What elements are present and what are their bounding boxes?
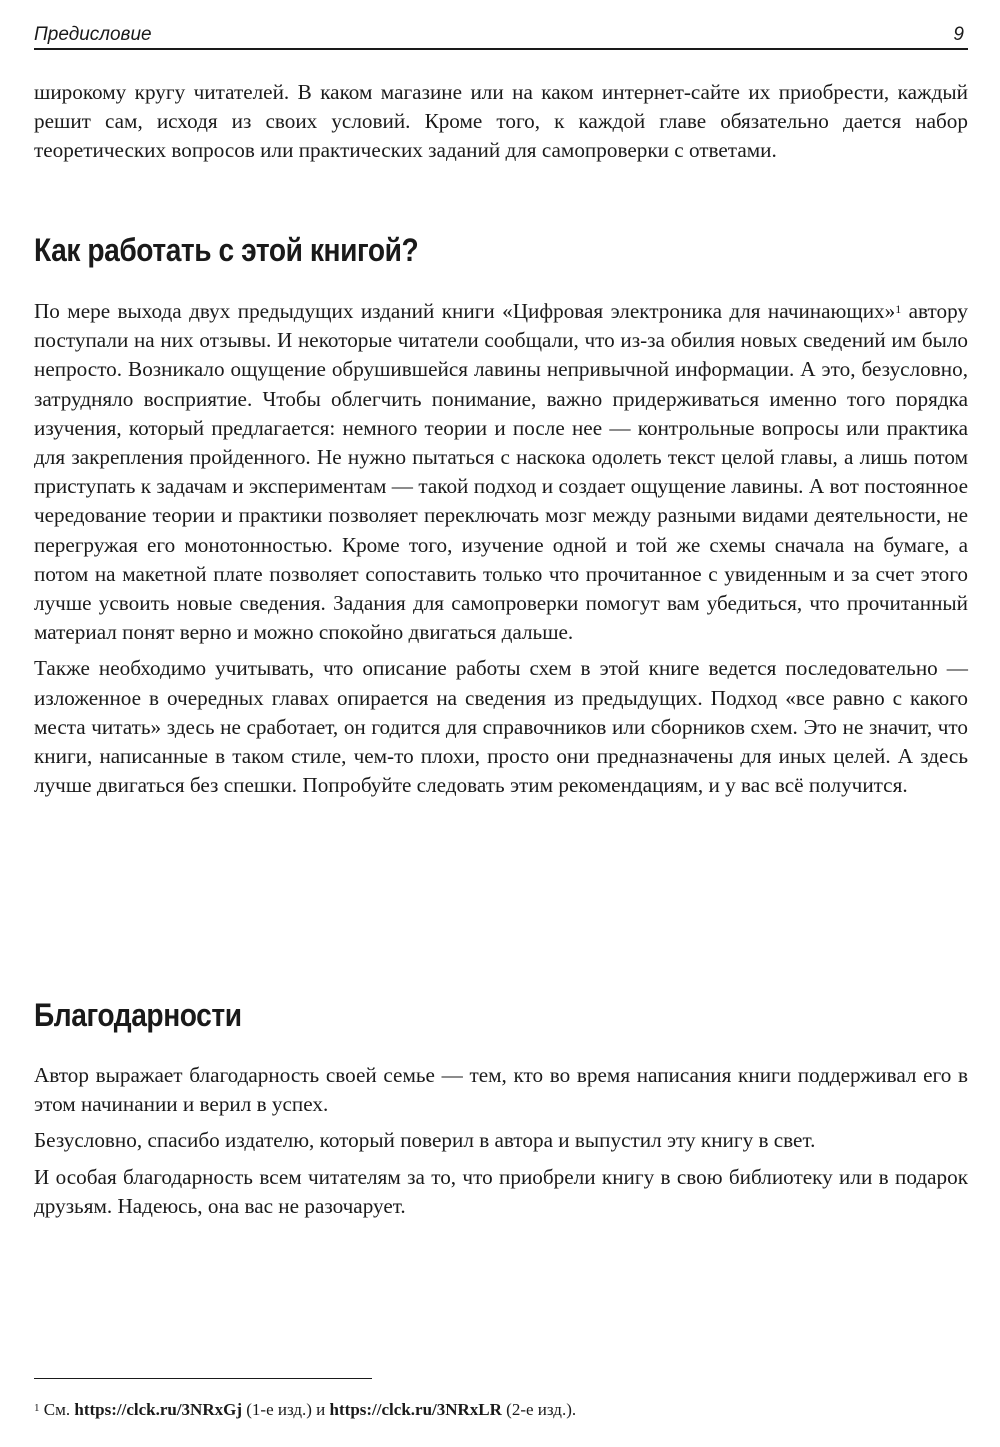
heading-how-to-work: Как работать с этой книгой? — [34, 232, 419, 268]
how-to-paragraph-1 — [34, 297, 968, 647]
footnote-link2-note: (2-е изд.). — [501, 1400, 577, 1419]
how-to-paragraph-2: Также необходимо учитывать, что описание работы схем в этой книге ведется последовательно — изложенное в очередных главах опирается на сведения из предыдущих. Подход «все равно с какого места читать» здесь не сработает, он годится для справочников или сборников схем. Это не значит, что книги, написанные в таком стиле, чем-то плохи, просто они предназначены для иных целей. А здесь лучше двигаться без спешки. Попробуйте следовать этим рекомендациям, и у вас всё получится. — [34, 656, 968, 798]
how-to-p1-start: По мере выхода двух предыдущих изданий книги «Цифровая электроника для начинающих» — [34, 299, 896, 323]
how-to-p1-end: автору поступали на них отзывы. И некоторые читатели сообщали, что из-за обилия новых сведений им было непросто. Возникало ощущение обрушившейся лавины непривычной информации. А это, безусловно, затрудняло восприятие. Чтобы облегчить понимание, важно придерживаться именно того порядка изучения, который предлагается: немного теории и после нее — контрольные вопросы или практика для закрепления пройденного. Не нужно пытаться с наскока одолеть текст целой главы, а лишь потом приступать к задачам и экспериментам — такой подход и создает ощущение лавины. А вот постоянное чередование теории и практики позволяет переключать мозг между разными видами деятельности, не перегружая его монотонностью. Кроме того, изучение одной и той же схемы сначала на бумаге, а потом на макетной плате позволяет сопоставить только что прочитанное с увиденным и за счет этого лучше усвоить новые сведения. Задания для самопроверки помогут вам убедиться, что прочитанный материал понят верно и можно спокойно двигаться дальше. — [34, 299, 968, 645]
section-title: Предисловие — [34, 24, 152, 45]
footnote-link-first-edition[interactable]: https://clck.ru/3NRxGj — [74, 1400, 242, 1419]
intro-paragraph: широкому кругу читателей. В каком магазине или на каком интернет-сайте их приобрести, каждый решит сам, исходя из своих условий. Кроме того, к каждой главе обязательно дается набор теоретических вопросов или практических заданий для самопроверки с ответами. — [34, 80, 968, 163]
how-to-block — [34, 297, 968, 800]
footnote-link1-note: (1-е изд.) и — [242, 1400, 330, 1419]
thanks-paragraph-3: И особая благодарность всем читателям за то, что приобрели книгу в свою библиотеку или в подарок друзьям. Надеюсь, она вас не разочарует. — [34, 1164, 968, 1218]
thanks-paragraph-1: Автор выражает благодарность своей семье — тем, кто во время написания книги поддерживал его в этом начинании и верил в успех. — [34, 1063, 968, 1117]
intro-block — [34, 78, 968, 166]
page-number: 9 — [953, 24, 964, 45]
footnote-reference[interactable]: 1 — [895, 302, 902, 316]
book-page — [34, 0, 968, 1447]
footnote-link-second-edition[interactable]: https://clck.ru/3NRxLR — [329, 1400, 502, 1419]
running-header — [34, 22, 968, 50]
thanks-paragraph-2: Безусловно, спасибо издателю, который поверил в автора и выпустил эту книгу в свет. — [34, 1128, 816, 1153]
footnote — [34, 1399, 968, 1421]
footnote-marker: 1 — [34, 1402, 40, 1414]
thanks-block — [34, 1061, 968, 1221]
heading-acknowledgements: Благодарности — [34, 997, 242, 1033]
footnote-divider — [34, 1378, 372, 1379]
footnote-prefix: См. — [39, 1400, 75, 1419]
